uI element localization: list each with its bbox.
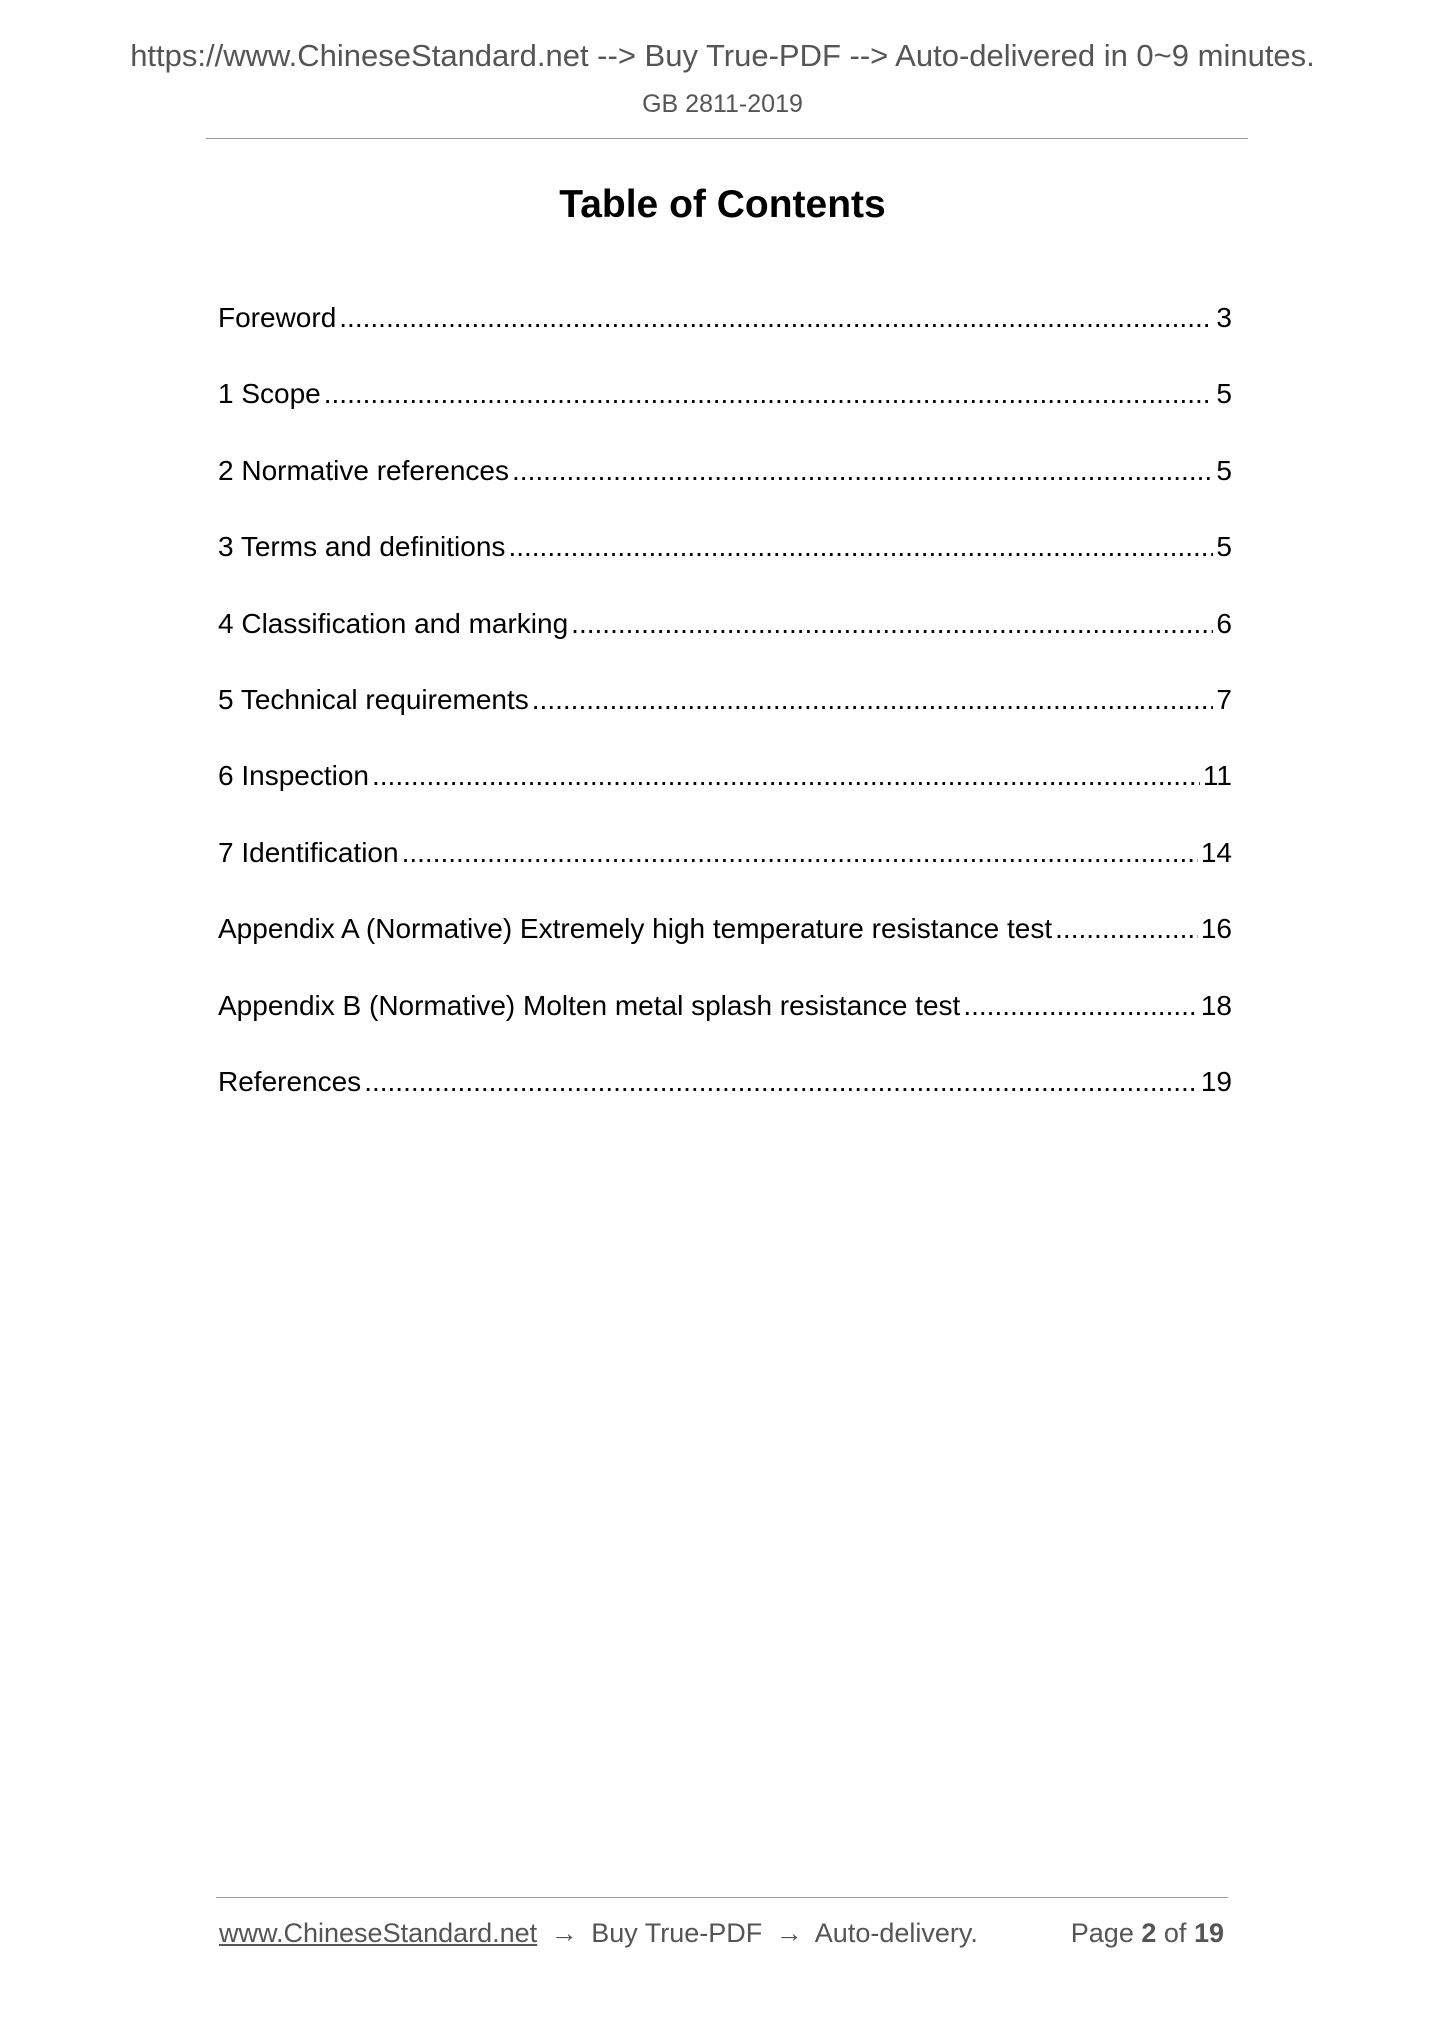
total-pages-number: 19 (1193, 1918, 1224, 1948)
toc-entry-classification-and-marking[interactable] (218, 608, 1232, 684)
toc-entry-scope[interactable] (218, 378, 1232, 454)
dot-leader (963, 990, 1198, 1022)
toc-entry-page: 11 (1202, 760, 1232, 792)
header-banner: https://www.ChineseStandard.net --> Buy True-PDF --> Auto-delivered in 0~9 minutes. (130, 38, 1315, 73)
toc-entry-normative-references[interactable] (218, 455, 1232, 531)
header-divider (206, 138, 1248, 139)
toc-entry-page: 5 (1216, 531, 1232, 563)
delivery-text: Auto-delivery. (814, 1918, 978, 1948)
toc-entry-label: 3 Terms and definitions (218, 531, 506, 563)
footer-promo (219, 1918, 978, 1949)
dot-leader (1055, 913, 1198, 945)
dot-leader (402, 837, 1198, 869)
site-link[interactable]: www.ChineseStandard.net (219, 1918, 538, 1948)
toc-entry-label: 2 Normative references (218, 454, 510, 486)
toc-entry-inspection[interactable] (218, 760, 1232, 836)
dot-leader (324, 378, 1214, 410)
page-word: Page (1070, 1918, 1134, 1948)
footer (219, 1918, 1224, 1954)
toc-entry-page: 5 (1216, 454, 1232, 486)
toc-entry-label: Foreword (218, 302, 337, 333)
page-title: Table of Contents (559, 183, 886, 226)
toc-entry-label: 5 Technical requirements (218, 683, 529, 715)
toc-entry-label: 1 Scope (218, 378, 321, 410)
of-word: of (1163, 1918, 1187, 1948)
page-indicator (1071, 1918, 1224, 1949)
toc-entry-label: 4 Classification and marking (218, 607, 569, 639)
toc-entry-page: 19 (1200, 1065, 1232, 1097)
dot-leader (508, 531, 1213, 563)
buy-text: Buy True-PDF (591, 1918, 763, 1948)
toc-entry-label: 6 Inspection (218, 760, 369, 792)
dot-leader (571, 608, 1213, 640)
toc-entry-page: 14 (1200, 836, 1232, 868)
dot-leader (512, 455, 1213, 487)
toc-entry-page: 18 (1200, 989, 1232, 1021)
right-arrow-icon: → (775, 1918, 803, 1948)
toc-entry-page: 7 (1216, 683, 1232, 715)
toc-entry-references[interactable] (218, 1066, 1232, 1142)
toc-list (218, 302, 1232, 1142)
toc-entry-foreword[interactable] (218, 302, 1232, 378)
dot-leader (532, 684, 1214, 716)
toc-entry-page: 5 (1216, 378, 1232, 410)
toc-entry-label: References (218, 1065, 362, 1097)
toc-entry-appendix-a[interactable] (218, 913, 1232, 989)
toc-entry-label: Appendix B (Normative) Molten metal splash resistance test (218, 989, 961, 1021)
current-page-number: 2 (1141, 1918, 1157, 1948)
toc-entry-identification[interactable] (218, 837, 1232, 913)
dot-leader (372, 760, 1200, 792)
dot-leader (339, 302, 1213, 334)
document-code: GB 2811-2019 (642, 90, 803, 118)
toc-entry-page: 6 (1216, 607, 1232, 639)
toc-entry-page: 16 (1200, 913, 1232, 945)
toc-entry-label: 7 Identification (218, 836, 399, 868)
dot-leader (364, 1066, 1198, 1098)
toc-entry-terms-and-definitions[interactable] (218, 531, 1232, 607)
toc-entry-label: Appendix A (Normative) Extremely high temperature resistance test (218, 913, 1053, 945)
footer-divider (216, 1897, 1228, 1898)
toc-entry-technical-requirements[interactable] (218, 684, 1232, 760)
toc-entry-page: 3 (1216, 302, 1232, 333)
right-arrow-icon: → (550, 1918, 578, 1948)
toc-entry-appendix-b[interactable] (218, 990, 1232, 1066)
